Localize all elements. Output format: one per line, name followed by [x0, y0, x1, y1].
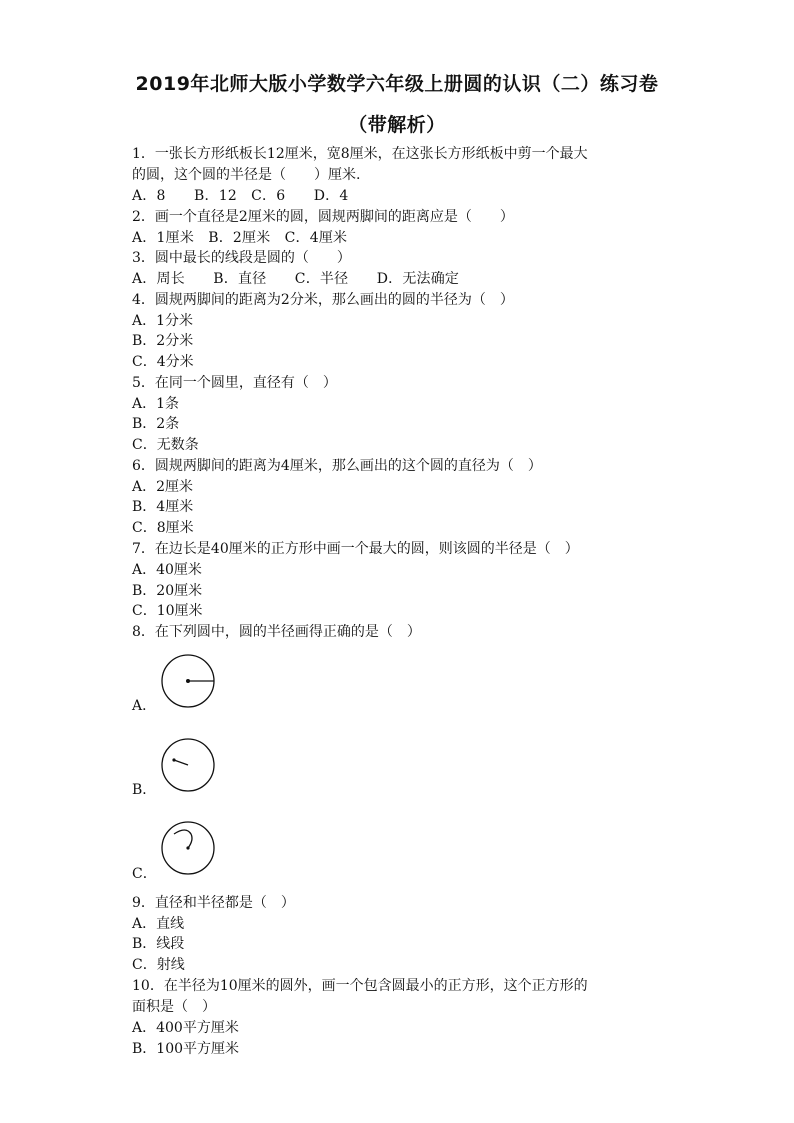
question-2-text: 2．画一个直径是2厘米的圆，圆规两脚间的距离应是（ ）: [132, 209, 514, 225]
question-4-option-c: C．4分米: [132, 354, 194, 370]
circle-figure-b: [160, 737, 220, 797]
question-4-option-b: B．2分米: [132, 333, 194, 349]
circle-c-curve: [174, 830, 192, 848]
question-9-option-b: B．线段: [132, 936, 185, 952]
question-9-option-c: C．射线: [132, 957, 185, 973]
circle-figure-c: [160, 820, 220, 880]
question-4-option-a: A．1分米: [132, 313, 194, 329]
question-9-text: 9．直径和半径都是（ ）: [132, 895, 295, 911]
question-10-text-cont: 面积是（ ）: [132, 999, 216, 1015]
question-7-option-a: A．40厘米: [132, 562, 202, 578]
page-subtitle: （带解析）: [348, 114, 446, 136]
question-8-option-a: A．: [132, 698, 157, 714]
question-1-text: 1．一张长方形纸板长12厘米，宽8厘米，在这张长方形纸板中剪一个最大: [132, 146, 588, 162]
question-10-option-b: B．100平方厘米: [132, 1041, 240, 1057]
question-6-option-b: B．4厘米: [132, 499, 194, 515]
question-3-text: 3．圆中最长的线段是圆的（ ）: [132, 250, 351, 266]
question-3-options: A．周长 B．直径 C．半径 D．无法确定: [132, 271, 460, 287]
question-1-text-cont: 的圆，这个圆的半径是（ ）厘米.: [132, 167, 361, 183]
question-5-option-b: B．2条: [132, 416, 180, 432]
question-8-option-b: B．: [132, 782, 157, 798]
question-5-option-c: C．无数条: [132, 437, 199, 453]
question-9-option-a: A．直线: [132, 916, 185, 932]
question-7-text: 7．在边长是40厘米的正方形中画一个最大的圆，则该圆的半径是（ ）: [132, 541, 579, 557]
question-8-option-c: C．: [132, 866, 157, 882]
circle-b-segment: [174, 760, 188, 765]
question-6-option-a: A．2厘米: [132, 479, 194, 495]
circle-figure-a: [160, 653, 220, 713]
question-8-text: 8．在下列圆中，圆的半径画得正确的是（ ）: [132, 624, 421, 640]
question-5-text: 5．在同一个圆里，直径有（ ）: [132, 375, 337, 391]
question-6-option-c: C．8厘米: [132, 520, 194, 536]
question-10-option-a: A．400平方厘米: [132, 1020, 239, 1036]
question-2-options: A．1厘米 B．2厘米 C．4厘米: [132, 230, 348, 246]
question-1-options: A．8 B．12 C．6 D．4: [132, 188, 349, 204]
question-5-option-a: A．1条: [132, 396, 180, 412]
question-7-option-c: C．10厘米: [132, 603, 203, 619]
question-6-text: 6．圆规两脚间的距离为4厘米，那么画出的这个圆的直径为（ ）: [132, 458, 542, 474]
page-title: 2019年北师大版小学数学六年级上册圆的认识（二）练习卷: [135, 73, 659, 95]
question-7-option-b: B．20厘米: [132, 583, 203, 599]
question-10-text: 10．在半径为10厘米的圆外，画一个包含圆最小的正方形，这个正方形的: [132, 978, 588, 994]
circle-c-center: [186, 846, 189, 849]
question-4-text: 4．圆规两脚间的距离为2分米，那么画出的圆的半径为（ ）: [132, 292, 514, 308]
